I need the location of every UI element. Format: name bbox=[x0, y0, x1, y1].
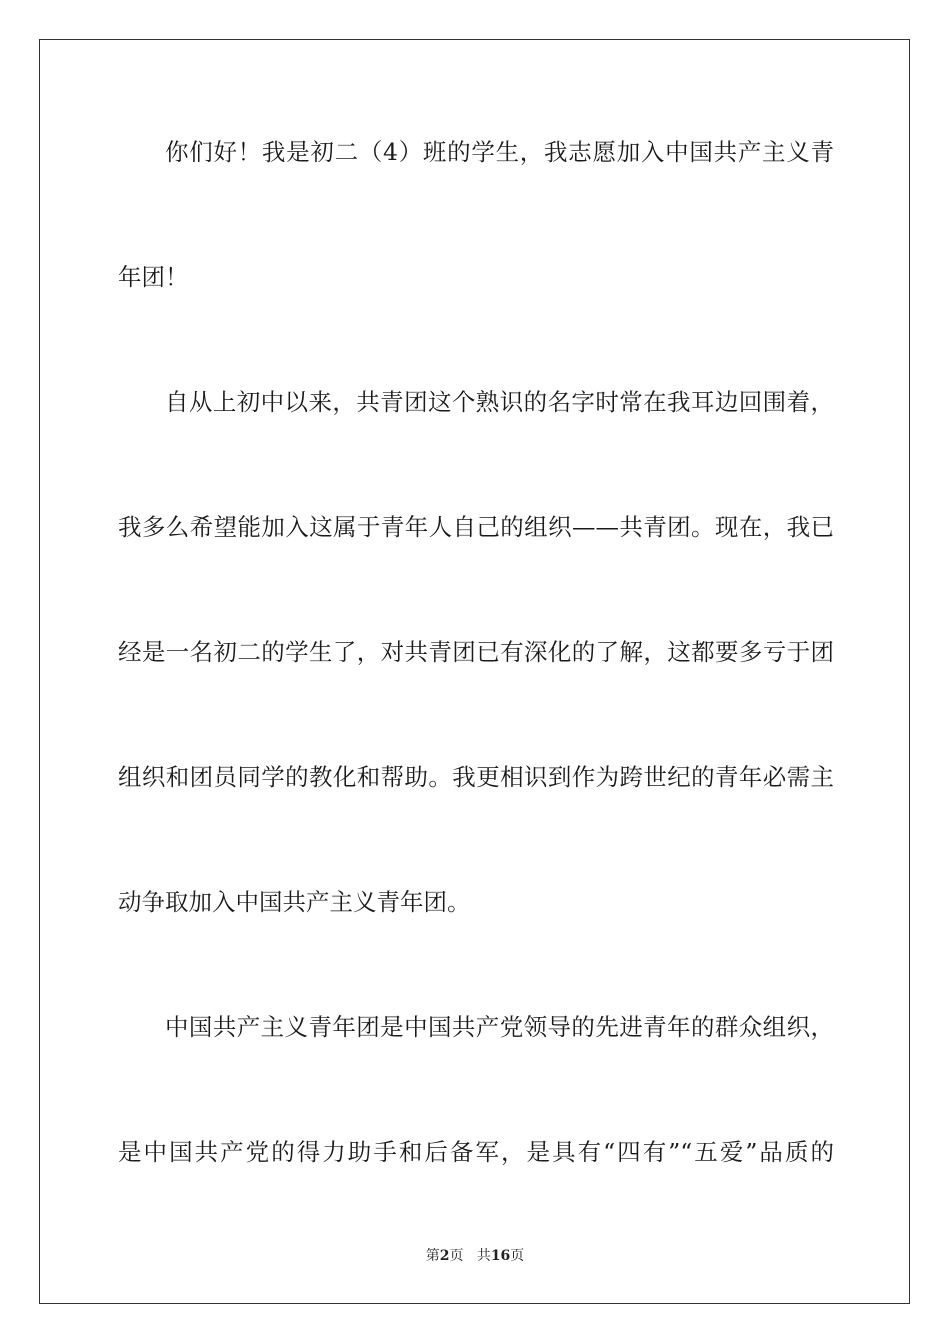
page-suffix: 页 bbox=[449, 1248, 464, 1264]
total-pages: 16 bbox=[490, 1248, 511, 1264]
paragraph-2-line-3: 经是一名初二的学生了，对共青团已有深化的了解，这都要多亏于团 bbox=[118, 638, 834, 666]
paragraph-2-line-1: 自从上初中以来，共青团这个熟识的名字时常在我耳边回围着， bbox=[165, 388, 834, 416]
paragraph-2-line-4: 组织和团员同学的教化和帮助。我更相识到作为跨世纪的青年必需主 bbox=[118, 763, 834, 791]
paragraph-3-line-2: 是中国共产党的得力助手和后备军，是具有“四有”“五爱”品质的 bbox=[118, 1138, 834, 1166]
paragraph-1-line-1: 你们好！我是初二（4）班的学生，我志愿加入中国共产主义青 bbox=[165, 138, 834, 166]
total-prefix: 共 bbox=[476, 1248, 491, 1264]
paragraph-3-line-1: 中国共产主义青年团是中国共产党领导的先进青年的群众组织， bbox=[165, 1013, 834, 1041]
page-prefix: 第 bbox=[425, 1248, 440, 1264]
paragraph-1-line-2: 年团！ bbox=[118, 263, 189, 291]
page-footer bbox=[0, 1247, 950, 1265]
paragraph-2-line-5: 动争取加入中国共产主义青年团。 bbox=[118, 888, 471, 916]
paragraph-2-line-2: 我多么希望能加入这属于青年人自己的组织——共青团。现在，我已 bbox=[118, 513, 834, 541]
page-number: 2 bbox=[439, 1248, 450, 1264]
total-suffix: 页 bbox=[510, 1248, 525, 1264]
page-border bbox=[39, 39, 910, 1304]
